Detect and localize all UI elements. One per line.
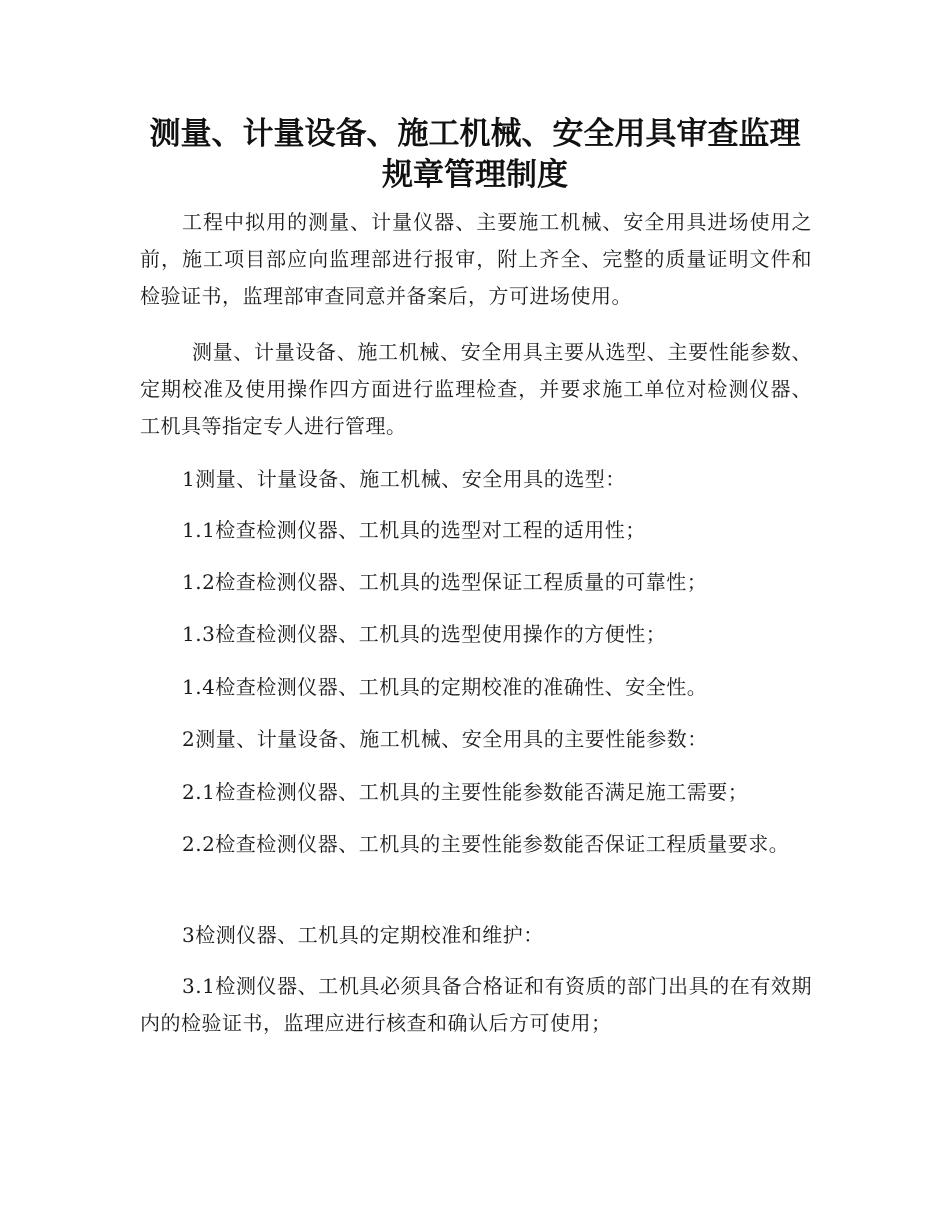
- item-1-1: 1.1检查检测仪器、工机具的选型对工程的适用性；: [182, 518, 646, 542]
- paragraph-intro: 工程中拟用的测量、计量仪器、主要施工机械、安全用具进场使用之前，施工项目部应向监理部进行报审，附上齐全、完整的质量证明文件和检验证书，监理部审查同意并备案后，方可进场使用。: [140, 210, 812, 308]
- item-1-3: 1.3检查检测仪器、工机具的选型使用操作的方便性；: [182, 622, 667, 646]
- item-3-1: 3.1检测仪器、工机具必须具备合格证和有资质的部门出具的在有效期内的检验证书，监理应进行核查和确认后方可使用；: [140, 974, 812, 1035]
- section-2-heading: 2测量、计量设备、施工机械、安全用具的主要性能参数：: [182, 727, 708, 751]
- section-1-heading: 1测量、计量设备、施工机械、安全用具的选型：: [182, 467, 626, 491]
- item-2-1: 2.1检查检测仪器、工机具的主要性能参数能否满足施工需要；: [182, 780, 749, 804]
- paragraph-scope: 测量、计量设备、施工机械、安全用具主要从选型、主要性能参数、定期校准及使用操作四方面进行监理检查，并要求施工单位对检测仪器、工机具等指定专人进行管理。: [140, 340, 812, 438]
- item-1-2: 1.2检查检测仪器、工机具的选型保证工程质量的可靠性；: [182, 570, 708, 594]
- item-2-2: 2.2检查检测仪器、工机具的主要性能参数能否保证工程质量要求。: [182, 832, 790, 856]
- item-1-4: 1.4检查检测仪器、工机具的定期校准的准确性、安全性。: [182, 675, 708, 699]
- section-3-heading: 3检测仪器、工机具的定期校准和维护：: [182, 923, 544, 947]
- document-title-line-2: 规章管理制度: [382, 157, 568, 193]
- document-title-line-1: 测量、计量设备、施工机械、安全用具审查监理: [149, 116, 801, 152]
